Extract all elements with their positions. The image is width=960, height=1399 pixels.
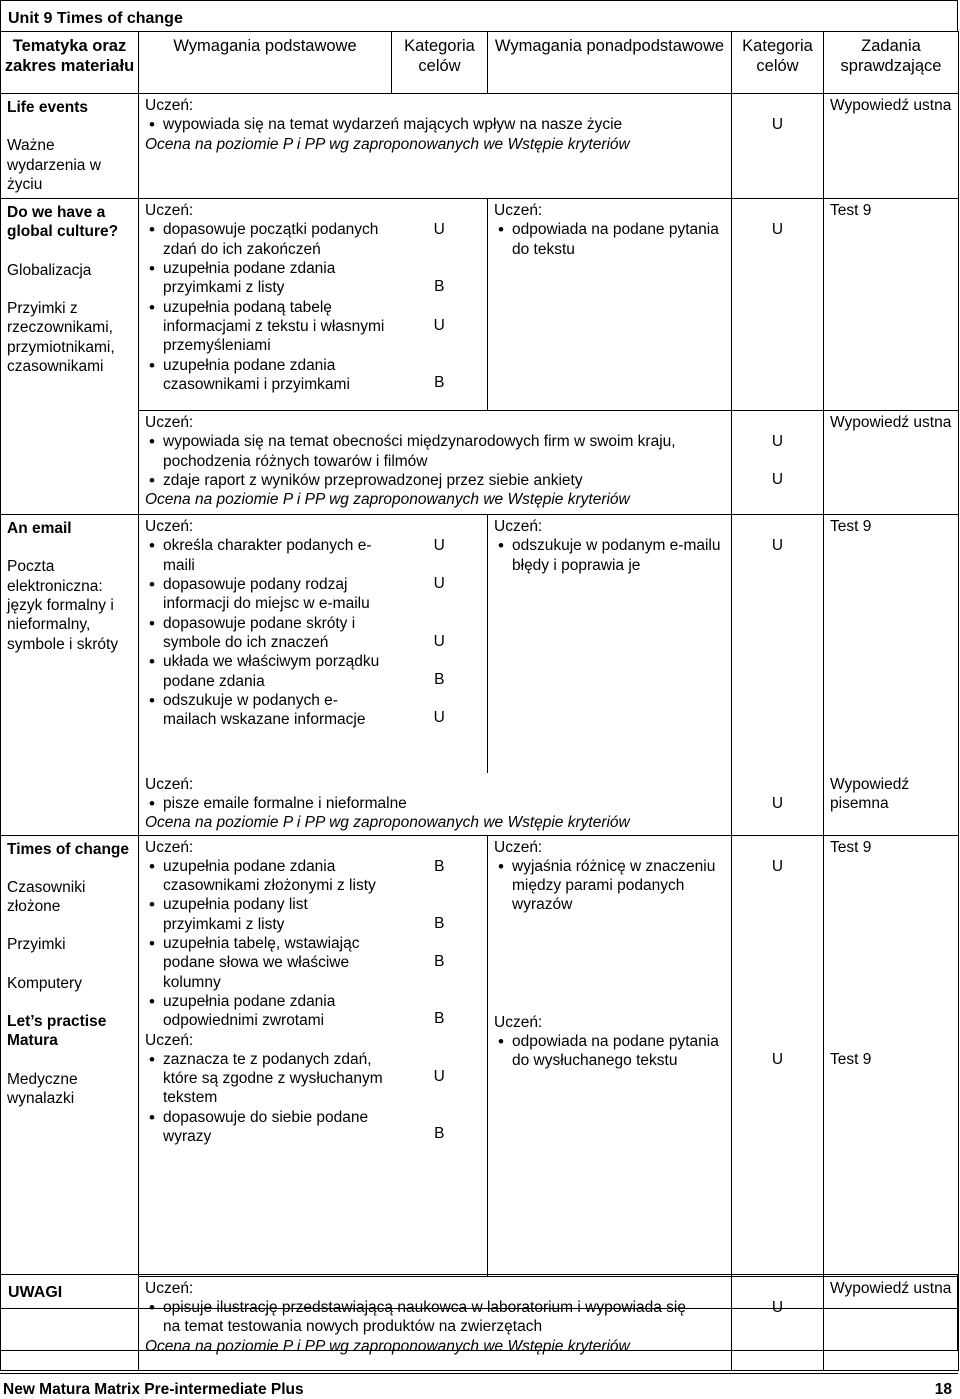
bullet-item: • dopasowuje podane skróty i symbole do ich znaczeń — [163, 614, 386, 653]
topic-line: Poczta elektroniczna: język formalny i nieformalny, symbole i skróty — [7, 558, 119, 653]
uczen-label: Uczeń: — [494, 1013, 543, 1031]
bullet-item: • uzupełnia podaną tabelę informacjami z tekstu i własnymi przemyśleniami — [163, 298, 386, 356]
topic-line: Przyimki z rzeczownikami, przymiotnikami, czasownikami — [7, 300, 115, 375]
bullet-item: • dopasowuje początki podanych zdań do ich zakończeń — [163, 220, 386, 259]
uczen-label: Uczeń: — [145, 1279, 194, 1297]
bullet-item: • zaznacza te z podanych zdań, które są zgodne z wysłuchanym tekstem — [163, 1050, 386, 1108]
wide-cell — [139, 94, 732, 199]
bullet-item: • uzupełnia podane zdania czasownikami i przyimkami — [163, 356, 386, 395]
category-value: U — [433, 632, 445, 650]
topic-title: Let’s practise Matura — [7, 1013, 107, 1050]
task-cell — [824, 835, 959, 1148]
header-advanced: Wymagania ponadpodstawowe — [488, 32, 732, 94]
category-value: U — [771, 221, 784, 239]
category-value: U — [433, 709, 445, 727]
category-value: U — [771, 537, 784, 555]
footer-page-number: 18 — [934, 1381, 952, 1398]
category-cell — [392, 835, 488, 1148]
task-value: Wypowiedź ustna — [830, 97, 952, 114]
notes-heading: UWAGI — [1, 1275, 957, 1309]
section-email — [1, 515, 959, 773]
category-cell — [732, 94, 824, 199]
advanced-cell — [488, 835, 732, 1148]
wide-cell — [139, 773, 732, 835]
task-cell — [824, 515, 959, 773]
basic-cell — [139, 515, 392, 773]
topic-line: życiu — [7, 175, 43, 193]
topic-line: Czasowniki złożone — [7, 878, 86, 916]
ocena-note: Ocena na poziomie P i PP wg zaproponowanych we Wstępie kryteriów — [145, 1337, 630, 1355]
task-value: Wypowiedź ustna — [830, 1279, 952, 1297]
category-value: U — [433, 537, 445, 555]
bullet-item: • odpowiada na podane pytania do wysłuchanego tekstu — [512, 1032, 725, 1071]
header-basic: Wymagania podstawowe — [139, 32, 392, 94]
bullet-item: • uzupełnia podane zdania odpowiednimi zwrotami — [163, 992, 386, 1031]
bullet-item: • opisuje ilustrację przedstawiającą naukowca w laboratorium i wypowiada się na temat testowania nowych produktów na zwierzętach — [163, 1298, 725, 1337]
topic-line: Przyimki — [7, 936, 66, 954]
uczen-label: Uczeń: — [145, 97, 194, 114]
topic-cell — [1, 94, 139, 199]
bullet-item: • uzupełnia podane zdania przyimkami z listy — [163, 259, 386, 298]
header-cat2: Kategoria celów — [732, 32, 824, 94]
unit-title: Unit 9 Times of change — [0, 0, 958, 32]
category-value: U — [433, 575, 445, 593]
category-value: U — [771, 857, 784, 875]
section-times-spacer — [1, 1148, 959, 1276]
category-value: B — [434, 953, 445, 971]
category-value: B — [434, 671, 445, 689]
category-value: B — [434, 857, 445, 875]
section-global-culture-wide — [1, 411, 959, 515]
section-life-events — [1, 94, 959, 199]
category-value: U — [433, 221, 445, 239]
ocena-note: Ocena na poziomie P i PP wg zaproponowanych we Wstępie kryteriów — [145, 135, 630, 153]
bullet-item: • układa we właściwym porządku podane zdania — [163, 652, 386, 691]
bullet-item: • wypowiada się na temat wydarzeń mających wpływ na nasze życie — [163, 115, 725, 134]
category-value: B — [434, 374, 445, 392]
bullet-item: • odszukuje w podanym e-mailu błędy i poprawia je — [512, 536, 725, 575]
basic-cell — [139, 835, 392, 1148]
category-value: B — [434, 1125, 445, 1143]
bullet-item: • pisze emaile formalne i nieformalne — [163, 794, 725, 813]
category-value: U — [771, 471, 784, 489]
section-global-culture — [1, 199, 959, 411]
bullet-item: • dopasowuje podany rodzaj informacji do miejsc w e-mailu — [163, 575, 386, 614]
topic-line: Ważne — [7, 137, 55, 155]
category-cell — [732, 835, 824, 1148]
category-value: U — [433, 1067, 445, 1085]
footer-book-title: New Matura Matrix Pre-intermediate Plus — [3, 1381, 304, 1398]
task-value: Wypowiedź pisemna — [830, 775, 910, 812]
bullet-item: • zdaje raport z wyników przeprowadzonej przez siebie ankiety — [163, 471, 725, 490]
topic-line: wydarzenia w — [7, 156, 101, 174]
bullet-item: • wyjaśnia różnicę w znaczeniu między parami podanych wyrazów — [512, 857, 725, 915]
category-cell — [732, 411, 824, 515]
task-value: Test 9 — [830, 518, 872, 536]
notes-box — [0, 1274, 958, 1351]
section-email-wide — [1, 773, 959, 835]
advanced-cell — [488, 515, 732, 773]
category-value: B — [434, 278, 445, 296]
bullet-item: • uzupełnia podane zdania czasownikami złożonymi z listy — [163, 857, 386, 896]
task-value: Test 9 — [830, 838, 872, 856]
category-cell — [732, 515, 824, 773]
category-value: U — [771, 1298, 784, 1316]
section-times-of-change — [1, 835, 959, 1148]
topic-cell — [1, 515, 139, 835]
topic-title: Do we have a global culture? — [7, 204, 119, 241]
uczen-label: Uczeń: — [145, 518, 194, 536]
topic-line: Komputery — [7, 974, 82, 992]
curriculum-table — [0, 31, 959, 1371]
bullet-item: • dopasowuje do siebie podane wyrazy — [163, 1108, 386, 1147]
bullet-item: • odszukuje w podanych e-mailach wskazane informacje — [163, 691, 386, 730]
uczen-label: Uczeń: — [145, 838, 194, 856]
category-cell — [732, 773, 824, 835]
task-value: Test 9 — [830, 202, 872, 220]
task-value: Wypowiedź ustna — [830, 414, 952, 432]
ocena-note: Ocena na poziomie P i PP wg zaproponowanych we Wstępie kryteriów — [145, 491, 630, 509]
topic-line: Globalizacja — [7, 261, 92, 279]
topic-cell — [1, 199, 139, 515]
category-cell — [732, 199, 824, 411]
header-cat1: Kategoria celów — [392, 32, 488, 94]
bullet-item: • wypowiada się na temat obecności międzynarodowych firm w swoim kraju, pochodzenia różnych towarów i filmów — [163, 432, 725, 471]
task-cell — [824, 94, 959, 199]
category-cell — [392, 515, 488, 773]
topic-line: Medyczne wynalazki — [7, 1070, 78, 1107]
topic-title: Times of change — [7, 840, 130, 858]
wide-cell — [139, 411, 732, 515]
topic-title: Life events — [7, 99, 88, 116]
bullet-item: • uzupełnia podany list przyimkami z listy — [163, 895, 386, 934]
category-value: U — [771, 433, 784, 451]
header-row — [1, 32, 959, 94]
topic-title: An email — [7, 520, 72, 538]
advanced-cell — [488, 199, 732, 411]
task-cell — [824, 773, 959, 835]
bullet-item: • określa charakter podanych e-maili — [163, 536, 386, 575]
category-value: B — [434, 914, 445, 932]
category-value: U — [771, 116, 784, 133]
header-topic: Tematyka oraz zakres materiału — [1, 32, 139, 94]
basic-cell — [139, 199, 392, 411]
bullet-item: • odpowiada na podane pytania do tekstu — [512, 220, 725, 259]
uczen-label: Uczeń: — [494, 518, 543, 536]
task-value: Test 9 — [830, 1050, 872, 1068]
page-footer — [0, 1373, 958, 1397]
bullet-item: • uzupełnia tabelę, wstawiając podane słowa we właściwe kolumny — [163, 934, 386, 992]
category-value: U — [771, 1050, 784, 1068]
uczen-label: Uczeń: — [145, 414, 194, 432]
uczen-label: Uczeń: — [145, 1031, 194, 1049]
category-cell — [392, 199, 488, 411]
category-value: U — [771, 794, 784, 812]
category-value: B — [434, 1010, 445, 1028]
uczen-label: Uczeń: — [494, 202, 543, 220]
ocena-note: Ocena na poziomie P i PP wg zaproponowanych we Wstępie kryteriów — [145, 814, 630, 832]
header-tasks: Zadania sprawdzające — [824, 32, 959, 94]
uczen-label: Uczeń: — [145, 775, 194, 793]
uczen-label: Uczeń: — [494, 838, 543, 856]
task-cell — [824, 411, 959, 515]
category-value: U — [433, 316, 445, 334]
uczen-label: Uczeń: — [145, 202, 194, 220]
task-cell — [824, 199, 959, 411]
